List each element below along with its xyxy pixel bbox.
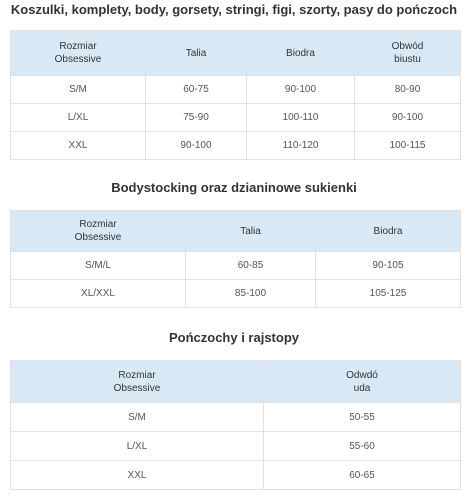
column-header-size: Rozmiar Obsessive: [11, 31, 146, 76]
table-header-row: [11, 31, 461, 76]
table-cell: L/XL: [11, 432, 264, 461]
column-header-size: Rozmiar Obsessive: [11, 211, 186, 252]
size-table-stockings: [10, 360, 461, 490]
table-row: [11, 461, 461, 490]
table-cell: 80-90: [355, 76, 461, 104]
table-cell: 90-105: [316, 252, 461, 280]
table-header-row: [11, 361, 461, 403]
table-row: [11, 132, 461, 160]
column-header-size: Rozmiar Obsessive: [11, 361, 264, 403]
section-title-shirts: Koszulki, komplety, body, gorsety, stringi, figi, szorty, pasy do pończoch: [10, 2, 458, 17]
table-header-row: [11, 211, 461, 252]
table-cell: 85-100: [186, 280, 316, 308]
table-row: [11, 280, 461, 308]
table-row: [11, 104, 461, 132]
table-cell: 110-120: [247, 132, 355, 160]
table-cell: 50-55: [264, 403, 461, 432]
table-cell: S/M/L: [11, 252, 186, 280]
table-cell: 55-60: [264, 432, 461, 461]
column-header-waist: Talia: [186, 211, 316, 252]
table-row: [11, 252, 461, 280]
table-cell: XXL: [11, 132, 146, 160]
column-header-thigh: Odwdó uda: [264, 361, 461, 403]
table-cell: 90-100: [355, 104, 461, 132]
table-cell: 60-75: [146, 76, 247, 104]
size-table-bodystocking: [10, 210, 461, 308]
table-cell: 90-100: [146, 132, 247, 160]
table-row: [11, 76, 461, 104]
size-table-shirts: [10, 30, 461, 160]
table-cell: 100-110: [247, 104, 355, 132]
table-cell: L/XL: [11, 104, 146, 132]
table-cell: S/M: [11, 76, 146, 104]
column-header-waist: Talia: [146, 31, 247, 76]
table-cell: 75-90: [146, 104, 247, 132]
column-header-hips: Biodra: [316, 211, 461, 252]
table-cell: XXL: [11, 461, 264, 490]
table-row: [11, 403, 461, 432]
table-cell: 60-85: [186, 252, 316, 280]
table-cell: 90-100: [247, 76, 355, 104]
table-cell: 60-65: [264, 461, 461, 490]
column-header-bust: Obwód biustu: [355, 31, 461, 76]
table-cell: S/M: [11, 403, 264, 432]
table-cell: 100-115: [355, 132, 461, 160]
column-header-hips: Biodra: [247, 31, 355, 76]
section-title-stockings: Pończochy i rajstopy: [168, 330, 300, 345]
table-cell: 105-125: [316, 280, 461, 308]
table-row: [11, 432, 461, 461]
table-cell: XL/XXL: [11, 280, 186, 308]
section-title-bodystocking: Bodystocking oraz dzianinowe sukienki: [111, 180, 357, 195]
